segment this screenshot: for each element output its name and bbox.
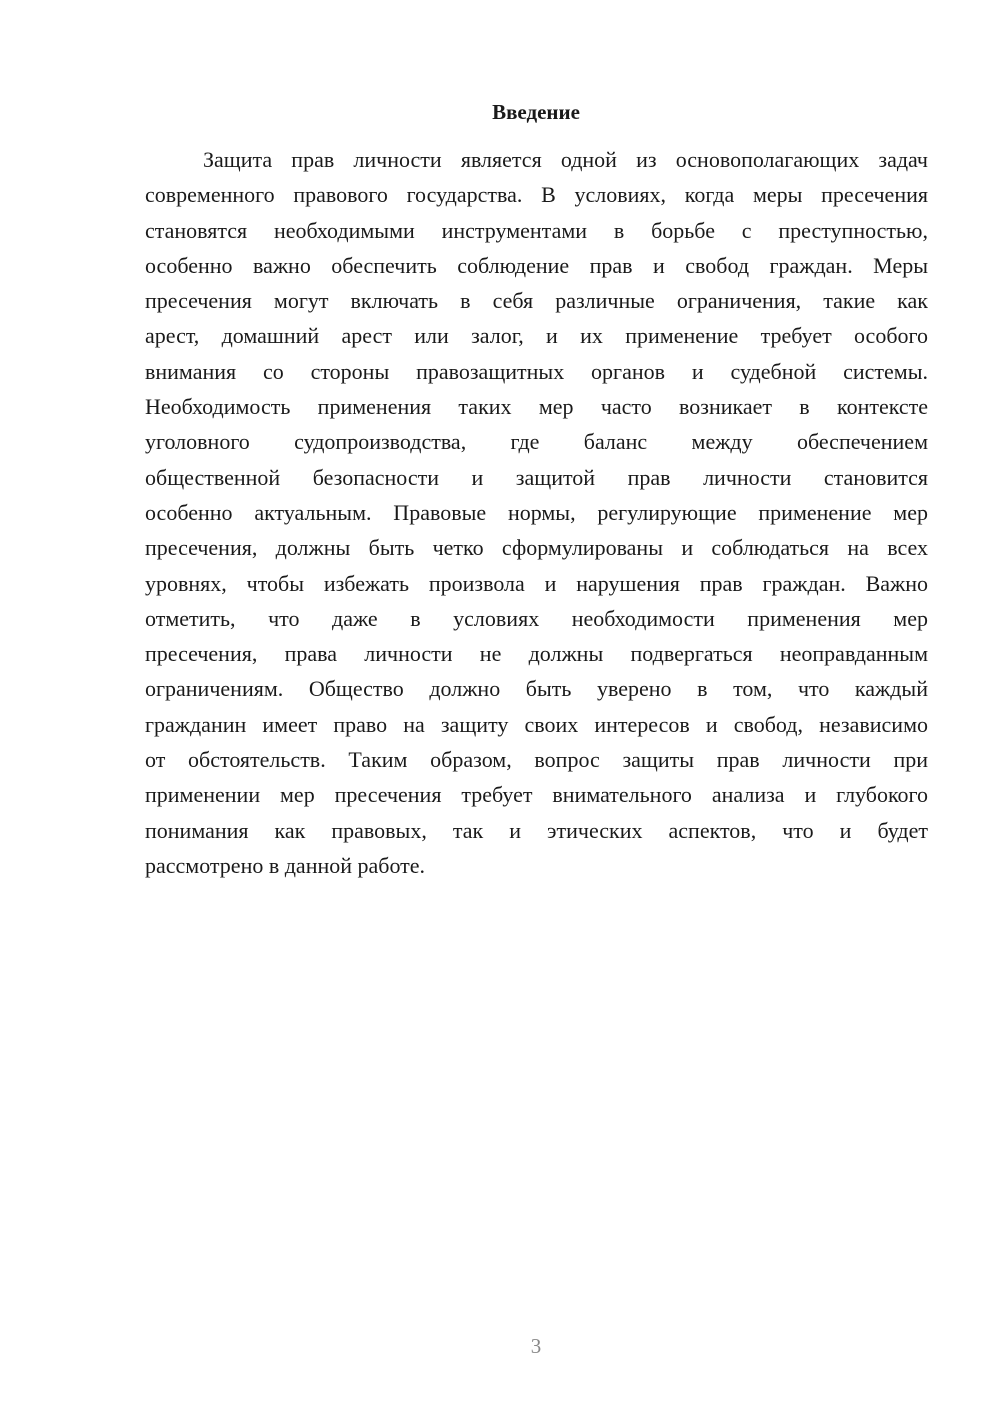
paragraph-line: особенно важно обеспечить соблюдение прав и свобод граждан. Меры [145, 252, 928, 278]
page-number: 3 [530, 1334, 542, 1358]
paragraph-line: отметить, что даже в условиях необходимости применения мер [145, 605, 928, 631]
paragraph-line: внимания со стороны правозащитных органов и судебной системы. [145, 358, 928, 384]
paragraph-line: ограничениям. Общество должно быть уверено в том, что каждый [145, 676, 928, 702]
paragraph-line: пресечения могут включать в себя различные ограничения, такие как [145, 288, 928, 314]
section-heading: Введение [492, 100, 580, 124]
paragraph-line: Необходимость применения таких мер часто возникает в контексте [145, 394, 928, 420]
paragraph-line: особенно актуальным. Правовые нормы, регулирующие применение мер [145, 499, 928, 525]
paragraph-line: пресечения, должны быть четко сформулированы и соблюдаться на всех [145, 535, 928, 561]
paragraph-line: становятся необходимыми инструментами в борьбе с преступностью, [145, 217, 928, 243]
paragraph-line: гражданин имеет право на защиту своих интересов и свобод, независимо [145, 711, 928, 737]
paragraph-line: понимания как правовых, так и этических аспектов, что и будет [145, 817, 928, 843]
paragraph-line: уголовного судопроизводства, где баланс между обеспечением [145, 429, 928, 455]
paragraph-line: пресечения, права личности не должны подвергаться неоправданным [145, 641, 928, 667]
paragraph-line: общественной безопасности и защитой прав личности становится [145, 464, 928, 490]
paragraph-line: современного правового государства. В условиях, когда меры пресечения [145, 182, 928, 208]
paragraph-line: уровнях, чтобы избежать произвола и нарушения прав граждан. Важно [145, 570, 928, 596]
paragraph-line: применении мер пресечения требует внимательного анализа и глубокого [145, 782, 928, 808]
paragraph-line: рассмотрено в данной работе. [145, 852, 426, 878]
paragraph-line: Защита прав личности является одной из основополагающих задач [203, 147, 928, 172]
paragraph-line: арест, домашний арест или залог, и их применение требует особого [145, 323, 928, 349]
paragraph-line: от обстоятельств. Таким образом, вопрос защиты прав личности при [145, 747, 928, 773]
introduction-paragraph [145, 142, 928, 883]
